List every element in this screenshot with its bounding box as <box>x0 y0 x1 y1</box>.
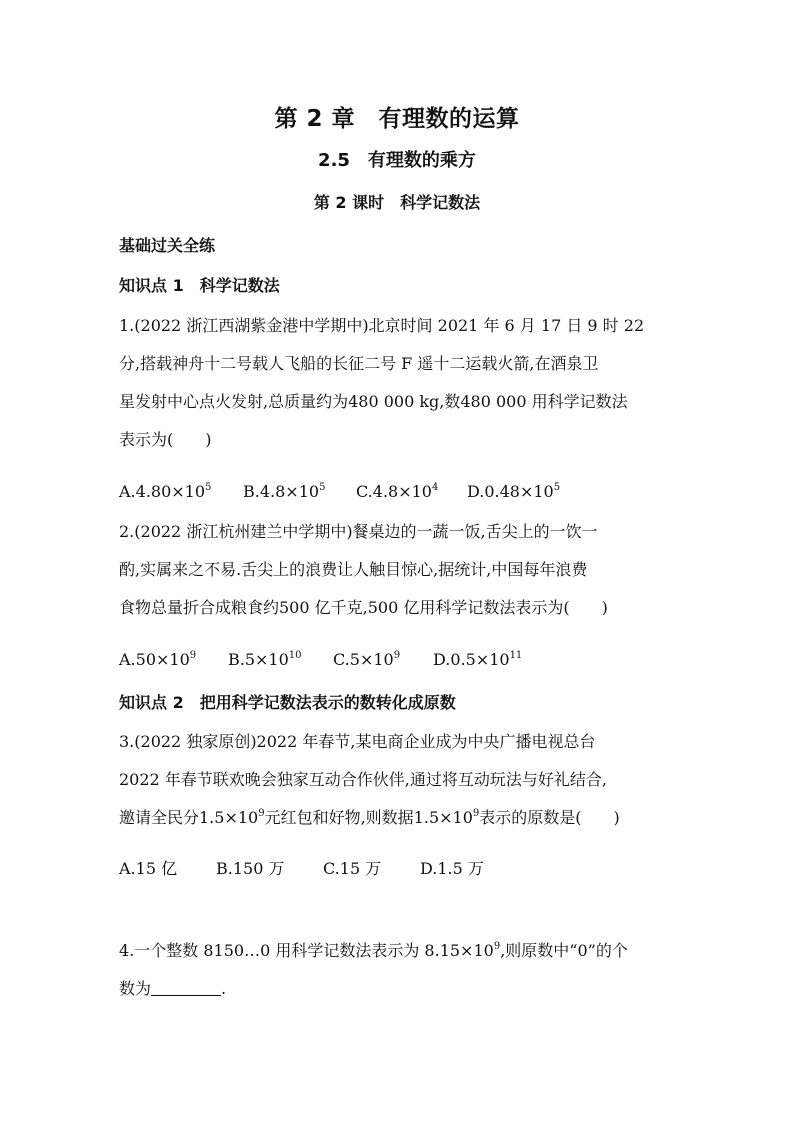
question-3 <box>119 723 679 837</box>
question-2-line: 2.(2022 浙江杭州建兰中学期中)餐桌边的一蔬一饭,舌尖上的一饮一 <box>119 522 598 541</box>
option-a: A.15 亿 <box>119 859 178 878</box>
question-3-line: 3.(2022 独家原创)2022 年春节,某电商企业成为中央广播电视总台 <box>119 732 596 751</box>
option-a: $A.4.80\times 10^5$ <box>119 482 212 501</box>
topic-2-heading: 知识点 2 把用科学记数法表示的数转化成原数 <box>119 693 456 712</box>
answer-blank[interactable] <box>151 981 221 996</box>
question-3-options <box>119 856 484 879</box>
question-1-line: 表示为( ) <box>119 430 212 449</box>
question-2-line: 食物总量折合成粮食约500 亿千克,500 亿用科学记数法表示为( ) <box>119 598 608 617</box>
part-title: 基础过关全练 <box>119 236 216 255</box>
question-2 <box>119 513 679 627</box>
option-b: $B.5\times 10^{10}$ <box>228 650 302 669</box>
question-1-line: 星发射中心点火发射,总质量约为480 000 kg,数480 000 用科学记数法 <box>119 392 628 411</box>
question-1-options <box>119 482 560 501</box>
question-2-options <box>119 650 522 669</box>
question-4-line: 数为 . <box>119 979 227 998</box>
option-b: $B.4.8\times 10^5$ <box>243 482 326 501</box>
question-3-line: 2022 年春节联欢晚会独家互动合作伙伴,通过将互动玩法与好礼结合, <box>119 770 607 789</box>
question-4-line: 4.一个整数 8150…0 用科学记数法表示为 $8.15\times 10^9$,则原数中“0”的个 <box>119 941 628 960</box>
section-title: 2.5 有理数的乘方 <box>318 150 476 171</box>
question-1-line: 1.(2022 浙江西湖紫金港中学期中)北京时间 2021 年 6 月 17 日 9 时 22 <box>119 316 645 335</box>
question-1 <box>119 307 679 459</box>
option-d: $D.0.5\times 10^{11}$ <box>433 650 523 669</box>
option-a: $A.50\times 10^9$ <box>119 650 197 669</box>
question-4 <box>119 932 679 1008</box>
option-c: C.15 万 <box>323 859 382 878</box>
option-c: $C.4.8\times 10^4$ <box>356 482 439 501</box>
chapter-title: 第 2 章 有理数的运算 <box>274 106 520 132</box>
option-b: B.150 万 <box>216 859 285 878</box>
question-3-line: 邀请全民分$1.5\times 10^9$元红包和好物,则数据$1.5\times 10^9$表示的原数是( ) <box>119 808 620 827</box>
question-2-line: 酌,实属来之不易.舌尖上的浪费让人触目惊心,据统计,中国每年浪费 <box>119 560 588 579</box>
topic-1-heading: 知识点 1 科学记数法 <box>119 276 280 295</box>
question-1-line: 分,搭载神舟十二号载人飞船的长征二号 F 遥十二运载火箭,在酒泉卫 <box>119 354 599 373</box>
option-c: $C.5\times 10^9$ <box>333 650 401 669</box>
option-d: $D.0.48\times 10^5$ <box>467 482 561 501</box>
option-d: D.1.5 万 <box>420 859 484 878</box>
lesson-title: 第 2 课时 科学记数法 <box>313 193 481 212</box>
